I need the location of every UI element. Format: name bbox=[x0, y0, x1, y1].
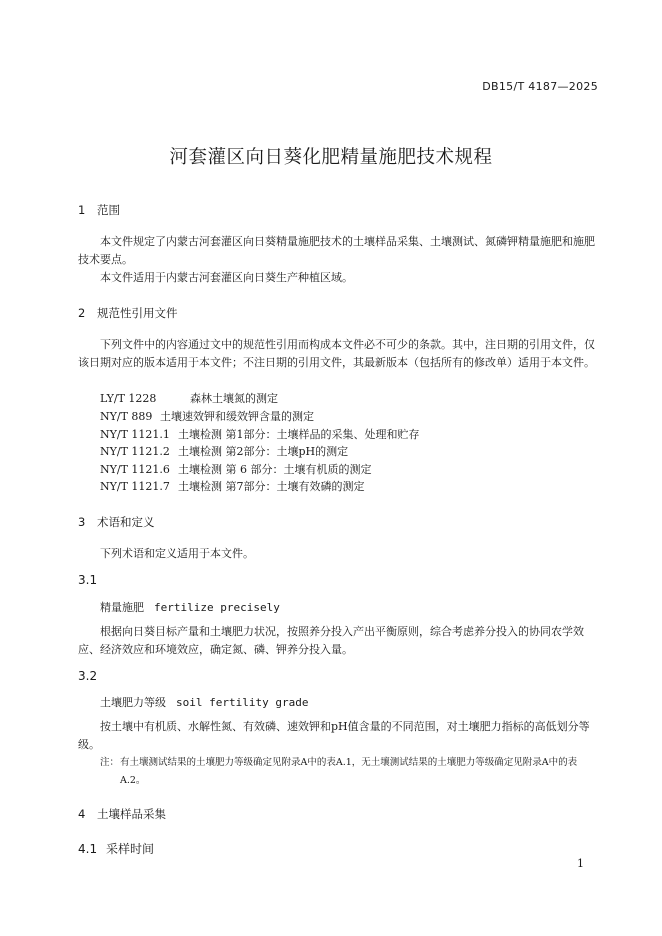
section-title: 规范性引用文件 bbox=[97, 306, 178, 320]
clause-3-2-number: 3.2 bbox=[78, 669, 98, 683]
section-2-heading bbox=[78, 305, 178, 321]
document-title: 河套灌区向日葵化肥精量施肥技术规程 bbox=[169, 147, 493, 168]
term-3-1 bbox=[100, 599, 280, 615]
reference-code: NY/T 1121.7 bbox=[100, 480, 170, 493]
section-number: 2 bbox=[78, 306, 86, 320]
note-text: 有土壤测试结果的土壤肥力等级确定见附录A中的表A.1，无土壤测试结果的土壤肥力等级确定见附录A中的表A.2。 bbox=[120, 757, 578, 786]
reference-title: 土壤检测 第2部分：土壤pH的测定 bbox=[178, 445, 349, 458]
reference-code: LY/T 1228 bbox=[100, 392, 157, 405]
reference-code: NY/T 1121.2 bbox=[100, 445, 170, 458]
reference-item bbox=[100, 426, 420, 444]
section-1-para-1: 本文件规定了内蒙古河套灌区向日葵精量施肥技术的土壤样品采集、土壤测试、氮磷钾精量施肥和施肥技术要点。 bbox=[78, 235, 595, 266]
reference-code: NY/T 889 bbox=[100, 410, 153, 423]
section-3-intro: 下列术语和定义适用于本文件。 bbox=[100, 547, 254, 560]
term-zh: 土壤肥力等级 bbox=[100, 696, 166, 709]
term-en: soil fertility grade bbox=[176, 696, 309, 709]
clause-number: 4.1 bbox=[78, 842, 98, 856]
section-number: 4 bbox=[78, 807, 86, 821]
reference-item bbox=[100, 478, 365, 496]
page-number: 1 bbox=[577, 857, 584, 870]
reference-item bbox=[100, 390, 278, 408]
term-3-2 bbox=[100, 694, 308, 710]
reference-title: 土壤检测 第1部分：土壤样品的采集、处理和贮存 bbox=[178, 428, 420, 441]
reference-code: NY/T 1121.6 bbox=[100, 463, 170, 476]
clause-3-1-number: 3.1 bbox=[78, 573, 98, 587]
section-number: 3 bbox=[78, 515, 86, 529]
note-label: 注： bbox=[100, 757, 120, 768]
term-zh: 精量施肥 bbox=[100, 601, 144, 614]
clause-title: 采样时间 bbox=[106, 842, 155, 856]
section-title: 范围 bbox=[97, 203, 120, 217]
section-number: 1 bbox=[78, 203, 86, 217]
reference-title: 土壤检测 第7部分：土壤有效磷的测定 bbox=[178, 480, 365, 493]
section-4-heading bbox=[78, 806, 166, 822]
reference-code: NY/T 1121.1 bbox=[100, 428, 170, 441]
reference-title: 森林土壤氮的测定 bbox=[190, 392, 278, 405]
section-title: 土壤样品采集 bbox=[97, 807, 166, 821]
section-2-intro: 下列文件中的内容通过文中的规范性引用而构成本文件必不可少的条款。其中，注日期的引用文件，仅该日期对应的版本适用于本文件；不注日期的引用文件，其最新版本（包括所有的修改单）适用于本文件。 bbox=[78, 338, 595, 369]
reference-title: 土壤检测 第 6 部分：土壤有机质的测定 bbox=[178, 463, 372, 476]
clause-4-1-heading bbox=[78, 840, 154, 857]
section-title: 术语和定义 bbox=[97, 515, 155, 529]
section-1-para-2: 本文件适用于内蒙古河套灌区向日葵生产种植区域。 bbox=[100, 271, 353, 284]
section-1-heading bbox=[78, 202, 120, 218]
section-3-heading bbox=[78, 514, 155, 530]
reference-item bbox=[100, 408, 314, 426]
reference-title: 土壤速效钾和缓效钾含量的测定 bbox=[160, 410, 314, 423]
standard-number: DB15/T 4187—2025 bbox=[482, 80, 598, 93]
reference-item bbox=[100, 461, 372, 479]
reference-item bbox=[100, 443, 348, 461]
term-en: fertilize precisely bbox=[154, 601, 280, 614]
term-3-1-definition: 根据向日葵目标产量和土壤肥力状况，按照养分投入产出平衡原则，综合考虑养分投入的协同农学效应、经济效应和环境效应，确定氮、磷、钾养分投入量。 bbox=[78, 625, 584, 656]
term-3-2-definition: 按土壤中有机质、水解性氮、有效磷、速效钾和pH值含量的不同范围，对土壤肥力指标的高低划分等级。 bbox=[78, 720, 590, 751]
